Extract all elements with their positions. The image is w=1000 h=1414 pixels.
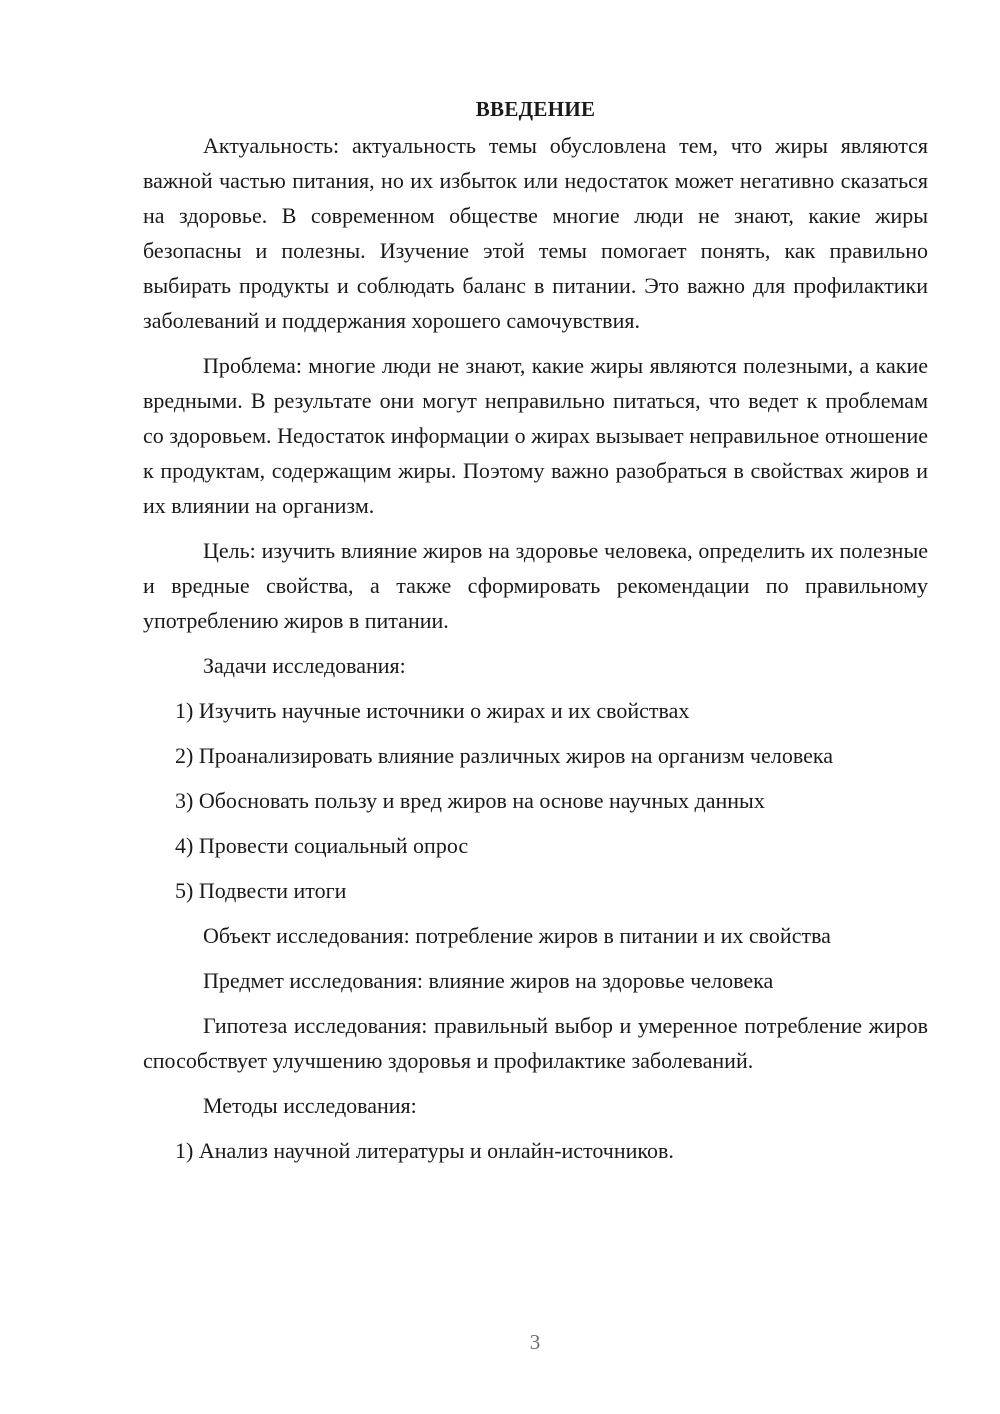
- tasks-heading: Задачи исследования:: [203, 653, 406, 678]
- list-item: 2) Проанализировать влияние различных жиров на организм человека: [175, 743, 833, 768]
- page-number: 3: [529, 1330, 541, 1354]
- section-title: ВВЕДЕНИЕ: [475, 97, 596, 121]
- tasks-list: [143, 693, 928, 908]
- relevance-paragraph: Актуальность: актуальность темы обусловлена тем, что жиры являются важной частью питания, но их избыток или недостаток может негативно сказаться на здоровье. В современном обществе многие люди не знают, какие жиры безопасны и полезны. Изучение этой темы помогает понять, как правильно выбирать продукты и соблюдать баланс в питании. Это важно для профилактики заболеваний и поддержания хорошего самочувствия.: [143, 133, 928, 333]
- list-item: 4) Провести социальный опрос: [175, 833, 469, 858]
- hypothesis-paragraph: Гипотеза исследования: правильный выбор и умеренное потребление жиров способствует улучшению здоровья и профилактике заболеваний.: [143, 1013, 928, 1073]
- list-item: 5) Подвести итоги: [175, 878, 347, 903]
- methods-heading: Методы исследования:: [203, 1093, 417, 1118]
- document-page: [143, 92, 928, 1178]
- goal-paragraph: Цель: изучить влияние жиров на здоровье человека, определить их полезные и вредные свойства, а также сформировать рекомендации по правильному употреблению жиров в питании.: [143, 538, 928, 633]
- object-line: Объект исследования: потребление жиров в питании и их свойства: [203, 923, 831, 948]
- list-item: 1) Анализ научной литературы и онлайн-источников.: [175, 1138, 674, 1163]
- list-item: 1) Изучить научные источники о жирах и их свойствах: [175, 698, 690, 723]
- list-item: 3) Обосновать пользу и вред жиров на основе научных данных: [175, 788, 765, 813]
- problem-paragraph: Проблема: многие люди не знают, какие жиры являются полезными, а какие вредными. В результате они могут неправильно питаться, что ведет к проблемам со здоровьем. Недостаток информации о жирах вызывает неправильное отношение к продуктам, содержащим жиры. Поэтому важно разобраться в свойствах жиров и их влиянии на организм.: [143, 353, 928, 518]
- subject-line: Предмет исследования: влияние жиров на здоровье человека: [203, 968, 774, 993]
- methods-list: [143, 1133, 928, 1168]
